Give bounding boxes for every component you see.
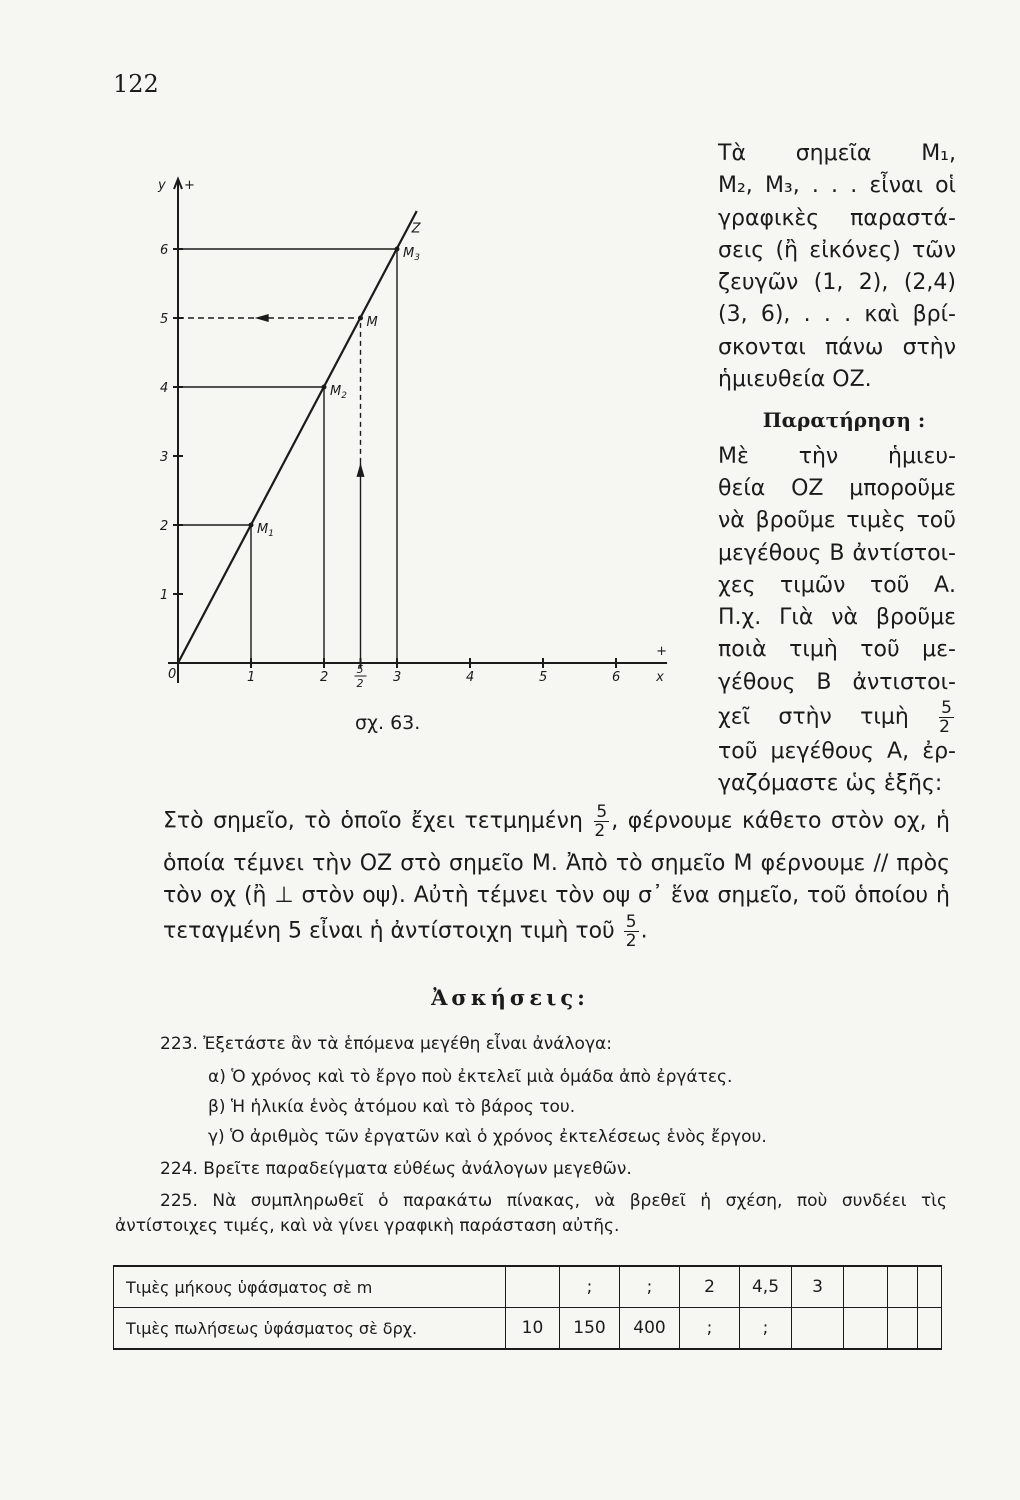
point-label: M — [366, 315, 378, 330]
point-marker — [249, 523, 254, 528]
exercises-title: Ἀσκήσεις: — [431, 985, 589, 1010]
body-line-1: Στὸ σημεῖο, τὸ ὁποῖο ἔχει τετμημένη $\frac{5}{2}$ , φέρνουμε κάθετο στὸν οχ, ἡ — [163, 802, 950, 841]
table-row-length — [114, 1266, 942, 1308]
side-text-line: Π.χ. Γιὰ νὰ βροῦμε — [718, 605, 956, 631]
body-line-4: τεταγμένη 5 εἶναι ἡ ἀντίστοιχη τιμὴ τοῦ $\frac{5}{2}$ . — [163, 912, 648, 951]
exercise-225-line-2: ἀντίστοιχες τιμές, καὶ νὰ γίνει γραφικὴ παράσταση αὐτῆς. — [115, 1216, 620, 1236]
side-text-line: γαζόμαστε ὡς ἑξῆς: — [718, 771, 943, 797]
body-line-3: τὸν οχ (ἢ ⊥ στὸν οψ). Αὐτὴ τέμνει τὸν οψ σ᾽ ἕνα σημεῖο, τοῦ ὁποίου ἡ — [163, 883, 950, 908]
exercise-224: 224. Βρεῖτε παραδείγματα εὐθέως ἀνάλογων μεγεθῶν. — [160, 1159, 632, 1179]
table-cell: 10 — [506, 1308, 560, 1350]
x-axis-label: x — [656, 670, 664, 685]
table-cell: ; — [680, 1308, 740, 1350]
side-text-line: χες τιμῶν τοῦ Α. — [718, 572, 956, 598]
table-cell: ; — [560, 1266, 620, 1308]
table-cell — [792, 1308, 844, 1350]
exercise-225-line-1: 225. Νὰ συμπληρωθεῖ ὁ παρακάτω πίνακας, νὰ βρεθεῖ ἡ σχέση, ποὺ συνδέει τὶς — [160, 1191, 947, 1211]
table-cell: 400 — [620, 1308, 680, 1350]
x-tick-label: 2 — [320, 670, 329, 685]
y-tick-label: 4 — [160, 381, 169, 396]
arrow-left — [255, 314, 269, 322]
exercise-223: 223. Ἐξετάστε ἂν τὰ ἑπόμενα μεγέθη εἶναι ἀνάλογα: — [160, 1034, 612, 1054]
side-text-line: Μὲ τὴν ἡμιευ- — [718, 443, 956, 469]
x-tick-label: 4 — [466, 670, 475, 685]
table-cell — [918, 1308, 942, 1350]
table-cell: ; — [740, 1308, 792, 1350]
y-tick-label: 3 — [160, 450, 169, 465]
point-marker — [395, 247, 400, 252]
point-label: $M_3$ — [403, 246, 420, 263]
side-text-line: τοῦ μεγέθους Α, ἐρ- — [718, 739, 956, 765]
values-table — [113, 1265, 942, 1350]
exercise-223-b: β) Ἡ ἡλικία ἑνὸς ἀτόμου καὶ τὸ βάρος του. — [208, 1097, 576, 1117]
table-cell — [888, 1308, 918, 1350]
side-text-line: νὰ βροῦμε τιμὲς τοῦ — [718, 508, 956, 534]
point-label: $M_2$ — [330, 384, 347, 401]
table-cell — [844, 1308, 888, 1350]
side-text-line: ποιὰ τιμὴ τοῦ με- — [718, 637, 956, 663]
table-cell — [888, 1266, 918, 1308]
table-cell: 4,5 — [740, 1266, 792, 1308]
table-cell — [844, 1266, 888, 1308]
exercise-223-a: α) Ὁ χρόνος καὶ τὸ ἔργο ποὺ ἐκτελεῖ μιὰ ὁμάδα ἀπὸ ἐργάτες. — [208, 1067, 733, 1087]
fraction-five-halves: $\frac{5}{2}$ — [625, 912, 637, 951]
x-axis-plus: + — [656, 644, 668, 659]
x-tick-label: 6 — [612, 670, 621, 685]
side-line-frac: χεῖ στὴν τιμὴ $\frac{5}{2}$ — [718, 698, 952, 738]
table-cell — [506, 1266, 560, 1308]
x-tick-label: 5 — [356, 663, 364, 676]
side-text-line: μεγέθους Β ἀντίστοι- — [718, 540, 956, 566]
row-label-price: Τιμὲς πωλήσεως ὑφάσματος σὲ δρχ. — [114, 1308, 506, 1350]
side-text-line: ζευγῶν (1, 2), (2,4) — [718, 270, 956, 296]
side-text-line: Τὰ σημεῖα M₁, — [718, 141, 956, 166]
y-tick-label: 5 — [160, 312, 169, 327]
figure-graph — [150, 175, 670, 715]
side-text-line: M₂, M₃, . . . εἶναι οἱ — [718, 173, 956, 199]
half-line-oz — [178, 211, 417, 663]
side-text-line: σεις (ἢ εἰκόνες) τῶν — [718, 237, 956, 263]
point-marker — [358, 316, 363, 321]
side-text-line: γραφικὲς παραστά- — [718, 205, 956, 231]
table-row-price — [114, 1308, 942, 1350]
arrow-up — [357, 463, 365, 477]
point-marker — [322, 385, 327, 390]
row-label-length: Τιμὲς μήκους ὑφάσματος σὲ m — [114, 1266, 506, 1308]
remark-title: Παρατήρηση : — [762, 408, 926, 433]
table-cell: 150 — [560, 1308, 620, 1350]
fraction-five-halves: $\frac{5}{2}$ — [939, 698, 952, 738]
body-line-2: ὁποία τέμνει τὴν ΟΖ στὸ σημεῖο Μ. Ἀπὸ τὸ σημεῖο Μ φέρνουμε // πρὸς — [163, 851, 950, 876]
side-text-line: ἡμιευθεία ΟΖ. — [718, 367, 872, 393]
x-tick-label: 1 — [247, 670, 256, 685]
side-text — [718, 138, 956, 801]
table-cell: 2 — [680, 1266, 740, 1308]
table-cell: 3 — [792, 1266, 844, 1308]
x-tick-label: 5 — [539, 670, 548, 685]
table-cell — [918, 1266, 942, 1308]
line-label-z: Z — [411, 221, 421, 237]
point-label: $M_1$ — [257, 522, 274, 539]
y-tick-label: 2 — [160, 519, 169, 534]
y-axis-label: y — [158, 178, 166, 193]
x-tick-label: 2 — [356, 677, 364, 690]
page-number: 122 — [113, 70, 159, 98]
y-axis-plus: + — [184, 178, 195, 193]
x-tick-label: 3 — [393, 670, 402, 685]
side-text-line: (3, 6), . . . καὶ βρί- — [718, 302, 956, 328]
side-text-line: γέθους Β ἀντιστοι- — [718, 669, 956, 695]
table-cell: ; — [620, 1266, 680, 1308]
y-tick-label: 6 — [160, 243, 169, 258]
side-text-line: σκονται πάνω στὴν — [718, 334, 956, 360]
y-tick-label: 1 — [160, 588, 169, 603]
fraction-five-halves: $\frac{5}{2}$ — [594, 802, 608, 841]
x-tick-label: 0 — [168, 667, 177, 682]
exercise-223-c: γ) Ὁ ἀριθμὸς τῶν ἐργατῶν καὶ ὁ χρόνος ἐκτελέσεως ἑνὸς ἔργου. — [208, 1127, 767, 1147]
side-text-line: θεία ΟΖ μποροῦμε — [718, 475, 956, 501]
figure-caption: σχ. 63. — [355, 712, 421, 734]
